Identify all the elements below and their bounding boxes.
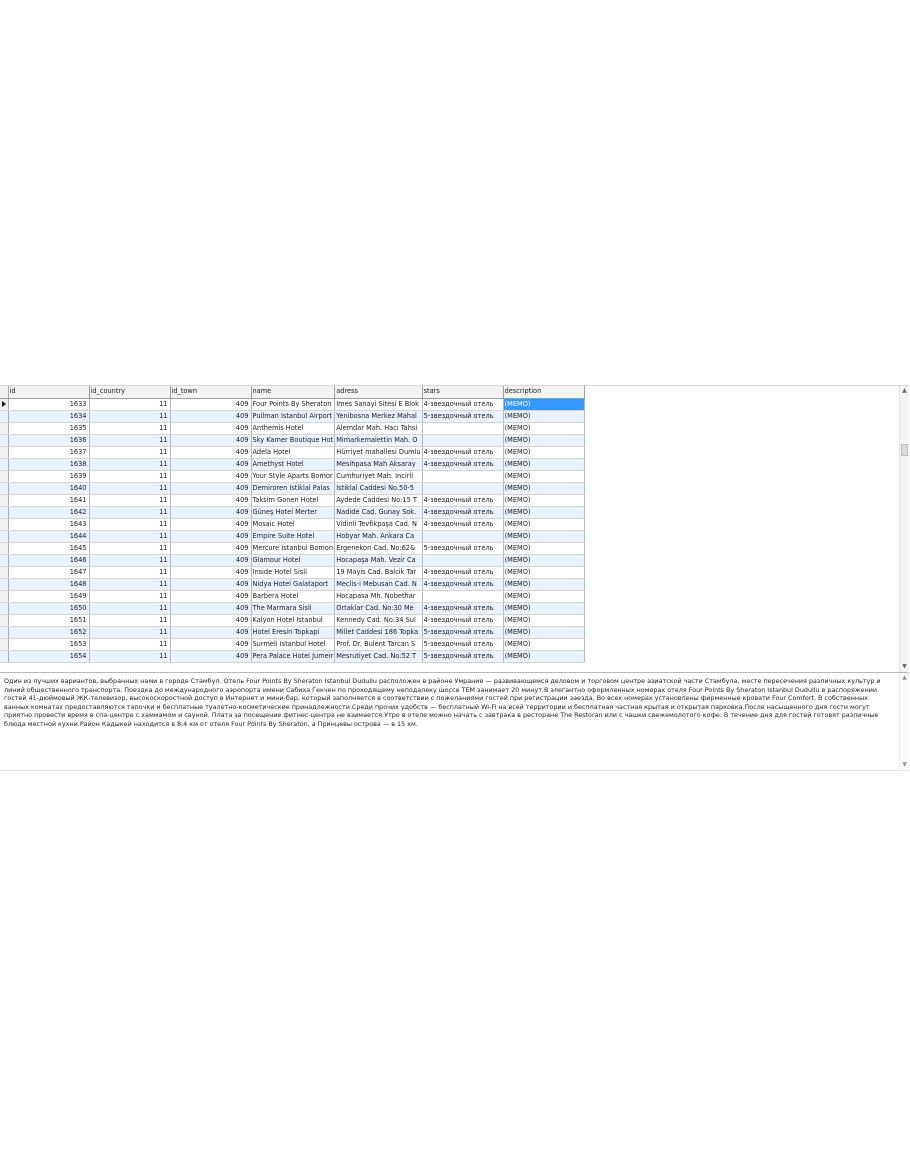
cell-adress[interactable]: Ergenekon Cad. No:62& xyxy=(335,542,422,554)
cell-id-town[interactable]: 409 xyxy=(170,578,251,590)
cell-name[interactable]: Anthemis Hotel xyxy=(251,422,335,434)
column-header-stars[interactable]: stars xyxy=(422,386,503,398)
cell-id-town[interactable]: 409 xyxy=(170,506,251,518)
cell-stars[interactable]: 4-звездочный отель xyxy=(422,518,503,530)
row-indicator[interactable] xyxy=(0,554,8,566)
table-row[interactable] xyxy=(0,638,584,650)
cell-id-town[interactable]: 409 xyxy=(170,650,251,662)
cell-adress[interactable]: Imes Sanayi Sitesi E Blok xyxy=(335,398,422,410)
cell-stars[interactable]: 5-звездочный отель xyxy=(422,410,503,422)
cell-name[interactable]: Nidya Hotel Galataport xyxy=(251,578,335,590)
cell-name[interactable]: Güneş Hotel Merter xyxy=(251,506,335,518)
cell-name[interactable]: The Marmara Sisli xyxy=(251,602,335,614)
data-grid xyxy=(0,386,585,663)
column-header-name[interactable]: name xyxy=(251,386,335,398)
cell-adress[interactable]: Yenibosna Merkez Mahal xyxy=(335,410,422,422)
cell-description[interactable]: (MEMO) xyxy=(503,650,584,662)
row-indicator[interactable] xyxy=(0,590,8,602)
cell-adress[interactable]: Ortaklar Cad. No:30 Me xyxy=(335,602,422,614)
cell-stars[interactable] xyxy=(422,434,503,446)
cell-stars[interactable]: 4-звездочный отель xyxy=(422,566,503,578)
cell-stars[interactable]: 5-звездочный отель xyxy=(422,626,503,638)
cell-id-country[interactable]: 11 xyxy=(89,578,170,590)
row-indicator[interactable] xyxy=(0,650,8,662)
cell-id[interactable]: 1641 xyxy=(8,494,89,506)
cell-stars[interactable]: 4-звездочный отель xyxy=(422,614,503,626)
grid-vertical-scrollbar[interactable] xyxy=(899,386,909,672)
cell-stars[interactable]: 4-звездочный отель xyxy=(422,578,503,590)
cell-id-town[interactable]: 409 xyxy=(170,566,251,578)
column-header-id-country[interactable]: id_country xyxy=(89,386,170,398)
cell-stars[interactable] xyxy=(422,530,503,542)
table-row[interactable] xyxy=(0,494,584,506)
cell-stars[interactable] xyxy=(422,422,503,434)
table-row[interactable] xyxy=(0,650,584,662)
cell-id[interactable]: 1651 xyxy=(8,614,89,626)
cell-id-town[interactable]: 409 xyxy=(170,410,251,422)
cell-id[interactable]: 1640 xyxy=(8,482,89,494)
cell-stars[interactable]: 4-звездочный отель xyxy=(422,506,503,518)
cell-name[interactable]: Sky Kamer Boutique Hot xyxy=(251,434,335,446)
cell-id-country[interactable]: 11 xyxy=(89,506,170,518)
cell-adress[interactable]: Mimarkemalettin Mah. O xyxy=(335,434,422,446)
cell-adress[interactable]: Kennedy Cad. No:34 Sul xyxy=(335,614,422,626)
cell-id-country[interactable]: 11 xyxy=(89,494,170,506)
cell-id-country[interactable]: 11 xyxy=(89,542,170,554)
cell-id-town[interactable]: 409 xyxy=(170,626,251,638)
cell-id[interactable]: 1647 xyxy=(8,566,89,578)
cell-id-country[interactable]: 11 xyxy=(89,398,170,410)
cell-description[interactable]: (MEMO) xyxy=(503,530,584,542)
cell-description[interactable]: (MEMO) xyxy=(503,542,584,554)
cell-name[interactable]: Empire Suite Hotel xyxy=(251,530,335,542)
table-row[interactable] xyxy=(0,422,584,434)
cell-description[interactable]: (MEMO) xyxy=(503,518,584,530)
cell-stars[interactable] xyxy=(422,554,503,566)
row-indicator-header xyxy=(0,386,8,398)
row-indicator[interactable] xyxy=(0,446,8,458)
cell-id[interactable]: 1653 xyxy=(8,638,89,650)
row-indicator[interactable] xyxy=(0,458,8,470)
scroll-up-arrow-icon[interactable]: ▲ xyxy=(902,387,907,394)
table-row[interactable] xyxy=(0,470,584,482)
cell-id-town[interactable]: 409 xyxy=(170,482,251,494)
row-indicator[interactable] xyxy=(0,398,8,410)
cell-name[interactable]: Barbera Hotel xyxy=(251,590,335,602)
cell-name[interactable]: Demiroren Istiklal Palas xyxy=(251,482,335,494)
table-row[interactable] xyxy=(0,446,584,458)
table-row[interactable] xyxy=(0,542,584,554)
table-row[interactable] xyxy=(0,398,584,410)
cell-adress[interactable]: Hocapaşa Mah. Vezir Ca xyxy=(335,554,422,566)
cell-id-country[interactable]: 11 xyxy=(89,602,170,614)
row-indicator[interactable] xyxy=(0,422,8,434)
cell-name[interactable]: Inside Hotel Sisli xyxy=(251,566,335,578)
cell-stars[interactable] xyxy=(422,590,503,602)
cell-adress[interactable]: Meclis-i Mebusan Cad. N xyxy=(335,578,422,590)
cell-adress[interactable]: Hocapasa Mh. Nobethar xyxy=(335,590,422,602)
cell-id-town[interactable]: 409 xyxy=(170,446,251,458)
cell-stars[interactable] xyxy=(422,470,503,482)
cell-adress[interactable]: Prof. Dr. Bulent Tarcan S xyxy=(335,638,422,650)
cell-id-country[interactable]: 11 xyxy=(89,458,170,470)
cell-id[interactable]: 1649 xyxy=(8,590,89,602)
scrollbar-thumb[interactable] xyxy=(901,444,908,456)
table-row[interactable] xyxy=(0,530,584,542)
cell-id-town[interactable]: 409 xyxy=(170,518,251,530)
cell-stars[interactable]: 5-звездочный отель xyxy=(422,650,503,662)
cell-stars[interactable]: 4-звездочный отель xyxy=(422,458,503,470)
cell-name[interactable]: Amethyst Hotel xyxy=(251,458,335,470)
table-row[interactable] xyxy=(0,410,584,422)
cell-id-town[interactable]: 409 xyxy=(170,470,251,482)
cell-id[interactable]: 1637 xyxy=(8,446,89,458)
cell-id-town[interactable]: 409 xyxy=(170,638,251,650)
cell-description[interactable]: (MEMO) xyxy=(503,626,584,638)
cell-id-country[interactable]: 11 xyxy=(89,590,170,602)
cell-id[interactable]: 1646 xyxy=(8,554,89,566)
row-indicator[interactable] xyxy=(0,506,8,518)
column-header-id[interactable]: id xyxy=(8,386,89,398)
cell-adress[interactable]: Nadide Cad. Gunay Sok. xyxy=(335,506,422,518)
cell-name[interactable]: Adela Hotel xyxy=(251,446,335,458)
cell-id[interactable]: 1644 xyxy=(8,530,89,542)
table-row[interactable] xyxy=(0,506,584,518)
cell-id[interactable]: 1648 xyxy=(8,578,89,590)
row-indicator[interactable] xyxy=(0,482,8,494)
table-row[interactable] xyxy=(0,626,584,638)
table-row[interactable] xyxy=(0,434,584,446)
cell-id[interactable]: 1645 xyxy=(8,542,89,554)
table-row[interactable] xyxy=(0,458,584,470)
cell-id[interactable]: 1642 xyxy=(8,506,89,518)
row-indicator[interactable] xyxy=(0,638,8,650)
cell-name[interactable]: Mosaic Hotel xyxy=(251,518,335,530)
cell-name[interactable]: Glamour Hotel xyxy=(251,554,335,566)
cell-id-town[interactable]: 409 xyxy=(170,554,251,566)
memo-scroll-down-arrow-icon[interactable]: ▼ xyxy=(902,761,907,768)
cell-description[interactable]: (MEMO) xyxy=(503,494,584,506)
cell-name[interactable]: Four Points By Sheraton xyxy=(251,398,335,410)
cell-description[interactable]: (MEMO) xyxy=(503,602,584,614)
cell-id-town[interactable]: 409 xyxy=(170,590,251,602)
cell-description[interactable]: (MEMO) xyxy=(503,590,584,602)
row-indicator[interactable] xyxy=(0,494,8,506)
cell-description[interactable]: (MEMO) xyxy=(503,446,584,458)
cell-description[interactable]: (MEMO) xyxy=(503,506,584,518)
cell-description[interactable]: (MEMO) xyxy=(503,434,584,446)
cell-adress[interactable]: Millet Caddesi 186 Topka xyxy=(335,626,422,638)
cell-stars[interactable]: 5-звездочный отель xyxy=(422,638,503,650)
scroll-down-arrow-icon[interactable]: ▼ xyxy=(902,663,907,670)
cell-id-country[interactable]: 11 xyxy=(89,566,170,578)
row-indicator[interactable] xyxy=(0,626,8,638)
cell-id[interactable]: 1636 xyxy=(8,434,89,446)
cell-id-country[interactable]: 11 xyxy=(89,530,170,542)
cell-id[interactable]: 1643 xyxy=(8,518,89,530)
cell-stars[interactable]: 4-звездочный отель xyxy=(422,494,503,506)
cell-id-country[interactable]: 11 xyxy=(89,446,170,458)
cell-description[interactable]: (MEMO) xyxy=(503,422,584,434)
cell-adress[interactable]: Aydede Caddesi No:15 T xyxy=(335,494,422,506)
cell-adress[interactable]: Mesihpasa Mah Aksaray xyxy=(335,458,422,470)
row-indicator[interactable] xyxy=(0,518,8,530)
cell-name[interactable]: Pullman Istanbul Airport xyxy=(251,410,335,422)
cell-id-town[interactable]: 409 xyxy=(170,602,251,614)
description-memo-panel xyxy=(0,672,909,771)
cell-id-country[interactable]: 11 xyxy=(89,410,170,422)
column-header-description[interactable]: description xyxy=(503,386,584,398)
cell-name[interactable]: Your Style Aparts Bomor xyxy=(251,470,335,482)
row-indicator[interactable] xyxy=(0,566,8,578)
cell-id-country[interactable]: 11 xyxy=(89,554,170,566)
cell-id-town[interactable]: 409 xyxy=(170,422,251,434)
cell-adress[interactable]: 19 Mayis Cad. Balcik Tar xyxy=(335,566,422,578)
cell-stars[interactable]: 4-звездочный отель xyxy=(422,446,503,458)
cell-id-country[interactable]: 11 xyxy=(89,614,170,626)
cell-name[interactable]: Kalyon Hotel Istanbul xyxy=(251,614,335,626)
grid-header-row xyxy=(0,386,584,398)
row-indicator[interactable] xyxy=(0,542,8,554)
cell-adress[interactable]: Alemdar Mah. Hacı Tahsi xyxy=(335,422,422,434)
cell-name[interactable]: Mercure Istanbul Bomon xyxy=(251,542,335,554)
cell-adress[interactable]: Istiklal Caddesi No.50-5 xyxy=(335,482,422,494)
cell-description[interactable]: (MEMO) xyxy=(503,410,584,422)
row-indicator[interactable] xyxy=(0,602,8,614)
cell-id-town[interactable]: 409 xyxy=(170,458,251,470)
cell-description[interactable]: (MEMO) xyxy=(503,578,584,590)
column-header-adress[interactable]: adress xyxy=(335,386,422,398)
cell-adress[interactable]: Hobyar Mah. Ankara Ca xyxy=(335,530,422,542)
cell-stars[interactable]: 4-звездочный отель xyxy=(422,602,503,614)
table-row[interactable] xyxy=(0,578,584,590)
cell-stars[interactable]: 4-звездочный отель xyxy=(422,398,503,410)
row-indicator[interactable] xyxy=(0,470,8,482)
cell-adress[interactable]: Mesrutiyet Cad. No:52 T xyxy=(335,650,422,662)
cell-id-town[interactable]: 409 xyxy=(170,542,251,554)
row-indicator[interactable] xyxy=(0,578,8,590)
cell-id-town[interactable]: 409 xyxy=(170,398,251,410)
cell-id-town[interactable]: 409 xyxy=(170,530,251,542)
cell-id[interactable]: 1634 xyxy=(8,410,89,422)
grid-body xyxy=(0,398,584,662)
cell-description[interactable]: (MEMO) xyxy=(503,614,584,626)
cell-description[interactable]: (MEMO) xyxy=(503,470,584,482)
cell-id-country[interactable]: 11 xyxy=(89,422,170,434)
memo-scroll-up-arrow-icon[interactable]: ▲ xyxy=(902,674,907,681)
row-indicator[interactable] xyxy=(0,530,8,542)
table-row[interactable] xyxy=(0,602,584,614)
cell-id[interactable]: 1639 xyxy=(8,470,89,482)
cell-id[interactable]: 1652 xyxy=(8,626,89,638)
cell-id-town[interactable]: 409 xyxy=(170,494,251,506)
cell-id[interactable]: 1635 xyxy=(8,422,89,434)
cell-id-country[interactable]: 11 xyxy=(89,518,170,530)
table-row[interactable] xyxy=(0,518,584,530)
current-row-arrow-icon xyxy=(2,401,6,407)
cell-id-town[interactable]: 409 xyxy=(170,614,251,626)
cell-id-town[interactable]: 409 xyxy=(170,434,251,446)
data-grid-panel xyxy=(0,385,909,672)
row-indicator[interactable] xyxy=(0,410,8,422)
cell-id-country[interactable]: 11 xyxy=(89,626,170,638)
cell-id[interactable]: 1650 xyxy=(8,602,89,614)
cell-description[interactable]: (MEMO) xyxy=(503,398,584,410)
cell-id[interactable]: 1654 xyxy=(8,650,89,662)
cell-id-country[interactable]: 11 xyxy=(89,482,170,494)
cell-description[interactable]: (MEMO) xyxy=(503,458,584,470)
cell-adress[interactable]: Cumhuriyet Mah. Incirli xyxy=(335,470,422,482)
cell-stars[interactable] xyxy=(422,482,503,494)
row-indicator[interactable] xyxy=(0,434,8,446)
cell-name[interactable]: Hotel Eresin Topkapi xyxy=(251,626,335,638)
cell-id-country[interactable]: 11 xyxy=(89,650,170,662)
cell-description[interactable]: (MEMO) xyxy=(503,566,584,578)
cell-name[interactable]: Taksim Gonen Hotel xyxy=(251,494,335,506)
cell-id-country[interactable]: 11 xyxy=(89,470,170,482)
description-memo-text[interactable]: Один из лучших вариантов, выбранных нами в городе Стамбул. Отель Four Points By Sheraton Istanbul Dudullu расположен в районе Умрание — развивающемся деловом и торговом центре азиатской части Стамбула, месте пересечения различных культур и линий общественного транспорта. Поездка до международного аэропорта имени Сабиха Гекчен по проходящему неподалеку шоссе TEM занимает 20 минут.В элегантно оформленных номерах отеля Four Points By Sheraton Istanbul Dudullu в распоряжении гостей 41-дюймовый ЖК-телевизор, высокоскоростной доступ в Интернет и мини-бар, который заполняется в соответствии с пожеланиями гостей при регистрации заезда. Во всех номерах установлены фирменные кровати Four Comfort. В собственных ванных комнатах предоставляются тапочки и бесплатные туалетно-косметические принадлежности.Среди прочих удобств — бесплатный Wi-Fi на всей территории и бесплатная частная крытая и открытая парковка.После насыщенного дня гости могут приятно провести время в спа-центре с хаммамом и сауной. Плата за посещение фитнес-центра не взимается.Утро в отеле можно начать с завтрака в ресторане The Restoran или с чашки свежемолотого кофе. В течение дня для гостей готовят различные блюда местной кухни.Район Кадыкей находится в 8,4 км от отеля Four Points By Sheraton, а Принцевы острова — в 15 км. xyxy=(4,677,881,728)
cell-name[interactable]: Surmeli Istanbul Hotel xyxy=(251,638,335,650)
table-row[interactable] xyxy=(0,590,584,602)
column-header-id-town[interactable]: id_town xyxy=(170,386,251,398)
memo-vertical-scrollbar[interactable] xyxy=(899,673,909,770)
cell-adress[interactable]: Vidinli Tevfikpaşa Cad. N xyxy=(335,518,422,530)
cell-stars[interactable]: 5-звездочный отель xyxy=(422,542,503,554)
cell-id[interactable]: 1633 xyxy=(8,398,89,410)
table-row[interactable] xyxy=(0,554,584,566)
table-row[interactable] xyxy=(0,614,584,626)
cell-id-country[interactable]: 11 xyxy=(89,434,170,446)
cell-id[interactable]: 1638 xyxy=(8,458,89,470)
cell-description[interactable]: (MEMO) xyxy=(503,554,584,566)
cell-id-country[interactable]: 11 xyxy=(89,638,170,650)
table-row[interactable] xyxy=(0,482,584,494)
cell-adress[interactable]: Hürriyet mahallesi Dumlu xyxy=(335,446,422,458)
cell-description[interactable]: (MEMO) xyxy=(503,482,584,494)
table-row[interactable] xyxy=(0,566,584,578)
row-indicator[interactable] xyxy=(0,614,8,626)
cell-description[interactable]: (MEMO) xyxy=(503,638,584,650)
cell-name[interactable]: Pera Palace Hotel Jumeir xyxy=(251,650,335,662)
